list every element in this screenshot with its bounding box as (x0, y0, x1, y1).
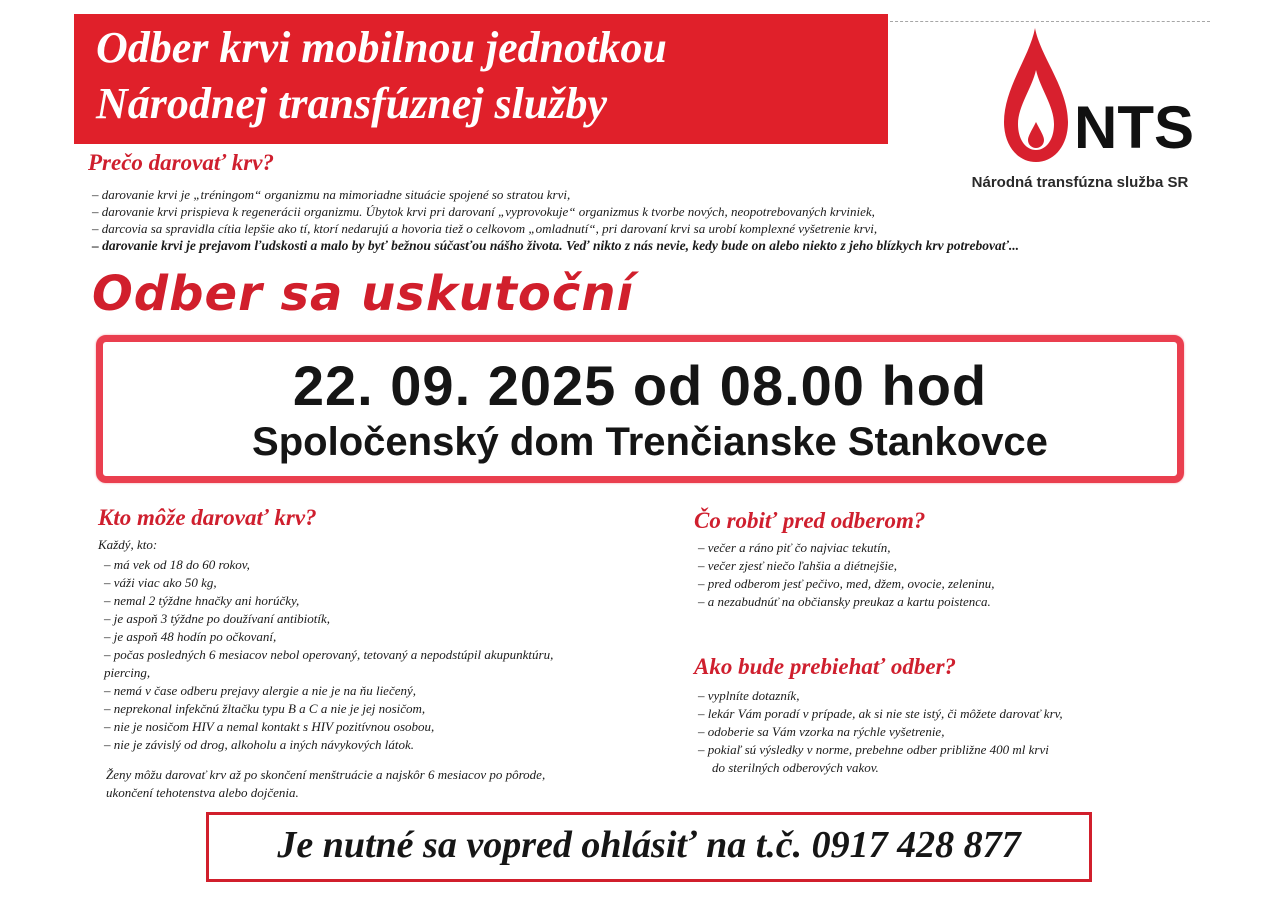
nts-logo-text: NTS (1074, 94, 1194, 161)
who-can-donate-list (104, 556, 574, 754)
banner-title-line2: Národnej transfúznej služby (96, 79, 608, 128)
before-donation-list (698, 539, 995, 611)
list-item: – pred odberom jesť pečivo, med, džem, ovocie, zeleninu, (698, 576, 995, 591)
list-item: – nie je závislý od drog, alkoholu a iných návykových látok. (104, 737, 414, 752)
dashed-divider (890, 21, 1210, 22)
list-item: – večer a ráno piť čo najviac tekutín, (698, 540, 891, 555)
list-item: – váži viac ako 50 kg, (104, 575, 217, 590)
who-can-donate-heading: Kto môže darovať krv? (98, 505, 317, 530)
nts-blood-drop-icon (1000, 26, 1194, 166)
donation-process-heading: Ako bude prebiehať odber? (694, 654, 957, 679)
list-item: – odoberie sa Vám vzorka na rýchle vyšetrenie, (698, 724, 945, 739)
logo-subtitle: Národná transfúzna služba SR (971, 174, 1189, 191)
list-item: – nemal 2 týždne hnačky ani horúčky, (104, 593, 300, 608)
list-item: – lekár Vám poradí v prípade, ak si nie ste istý, či môžete darovať krv, (698, 706, 1063, 721)
list-item: – je aspoň 3 týždne po doužívaní antibiotík, (104, 611, 331, 626)
event-headline: Odber sa uskutoční (92, 266, 634, 322)
list-item: – neprekonal infekčnú žltačku typu B a C a nie je jej nosičom, (104, 701, 426, 716)
list-item: – nie je nosičom HIV a nemal kontakt s HIV pozitívnou osobou, (104, 719, 435, 734)
header-banner (74, 14, 888, 144)
list-item: – darovanie krvi je „tréningom“ organizmu na mimoriadne situácie spojené so stratou krvi, (92, 187, 571, 202)
before-donation-heading: Čo robiť pred odberom? (694, 508, 926, 533)
donation-process-list (698, 687, 1063, 777)
why-donate-heading: Prečo darovať krv? (88, 150, 274, 175)
list-item: – darcovia sa spravidla cítia lepšie ako tí, ktorí nedarujú a hovoria tiež o celkovom „omladnutí“, pri darovaní krvi sa urobí komplexné vyšetrenie krvi, (92, 221, 878, 236)
list-item: – darovanie krvi prispieva k regenerácii organizmu. Úbytok krvi pri darovaní „vyprovokuje“ organizmus k tvorbe nových, neopotrebovaných krviniek, (92, 204, 875, 219)
list-item: – má vek od 18 do 60 rokov, (104, 557, 250, 572)
who-intro: Každý, kto: (98, 537, 158, 552)
signup-phone-notice: Je nutné sa vopred ohlásiť na t.č. 0917 428 877 (277, 824, 1021, 866)
banner-title-line1: Odber krvi mobilnou jednotkou (96, 23, 667, 72)
list-item: – večer zjesť niečo ľahšia a diétnejšie, (698, 558, 897, 573)
list-item: – a nezabudnúť na občiansky preukaz a kartu poistenca. (698, 594, 991, 609)
list-item: – pokiaľ sú výsledky v norme, prebehne odber približne 400 ml krvi (698, 742, 1049, 757)
list-item: – počas posledných 6 mesiacov nebol operovaný, tetovaný a nepodstúpil akupunktúru, piercing, (104, 647, 554, 680)
list-item: – nemá v čase odberu prejavy alergie a nie je na ňu liečený, (104, 683, 417, 698)
list-item: – darovanie krvi je prejavom ľudskosti a malo by byť bežnou súčasťou nášho života. Veď nikto z nás nevie, kedy bude on alebo niekto z jeho blízkych krv potrebovať... (92, 238, 1020, 253)
list-item: – vyplníte dotazník, (698, 688, 800, 703)
event-place: Spoločenský dom Trenčianske Stankovce (252, 420, 1048, 464)
list-item: do sterilných odberových vakov. (712, 760, 879, 775)
list-item: – je aspoň 48 hodín po očkovaní, (104, 629, 277, 644)
women-note: Ženy môžu darovať krv až po skončení menštruácie a najskôr 6 mesiacov po pôrode, ukončení tehotenstva alebo dojčenia. (106, 767, 546, 800)
event-date-time: 22. 09. 2025 od 08.00 hod (292, 354, 988, 417)
why-donate-list (92, 186, 1019, 254)
